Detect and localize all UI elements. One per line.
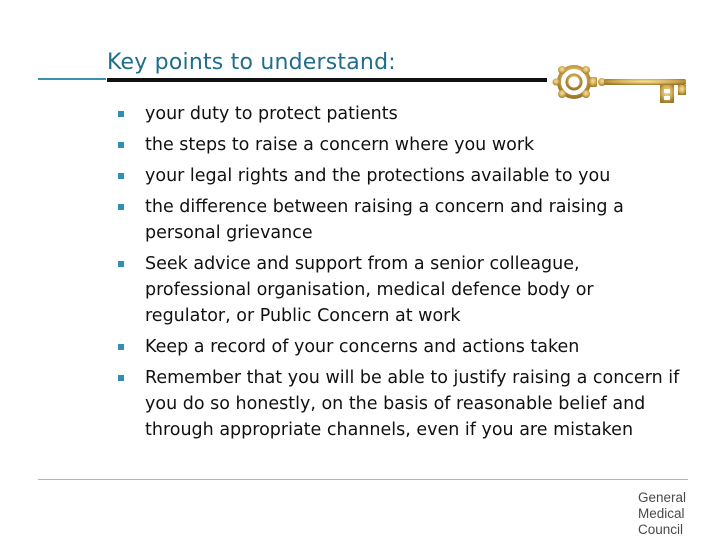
slide-title: Key points to understand: bbox=[107, 50, 396, 75]
gmc-logo bbox=[638, 490, 686, 538]
list-item: Remember that you will be able to justify raising a concern if you do so honestly, on the basis of reasonable belief and through appropriate channels, even if you are mistaken bbox=[118, 365, 685, 443]
list-item: the difference between raising a concern and raising a personal grievance bbox=[118, 194, 655, 246]
logo-line: Medical bbox=[638, 506, 685, 521]
bullet-square-icon bbox=[118, 261, 124, 267]
list-item: your duty to protect patients bbox=[118, 101, 678, 127]
title-rule-left bbox=[38, 78, 106, 80]
logo-line: Council bbox=[638, 522, 684, 537]
list-item: the steps to raise a concern where you work bbox=[118, 132, 678, 158]
bullet-square-icon bbox=[118, 375, 124, 381]
bullet-square-icon bbox=[118, 142, 124, 148]
bullet-square-icon bbox=[118, 111, 124, 117]
bullet-list bbox=[118, 101, 678, 448]
bullet-square-icon bbox=[118, 344, 124, 350]
list-item: your legal rights and the protections available to you bbox=[118, 163, 678, 189]
list-item: Keep a record of your concerns and actions taken bbox=[118, 334, 678, 360]
bullet-square-icon bbox=[118, 204, 124, 210]
bullet-square-icon bbox=[118, 173, 124, 179]
footer-rule bbox=[38, 479, 688, 480]
list-item: Seek advice and support from a senior colleague, professional organisation, medical defence body or regulator, or Public Concern at work bbox=[118, 251, 625, 329]
logo-line: General bbox=[638, 490, 687, 505]
title-rule bbox=[107, 78, 547, 82]
